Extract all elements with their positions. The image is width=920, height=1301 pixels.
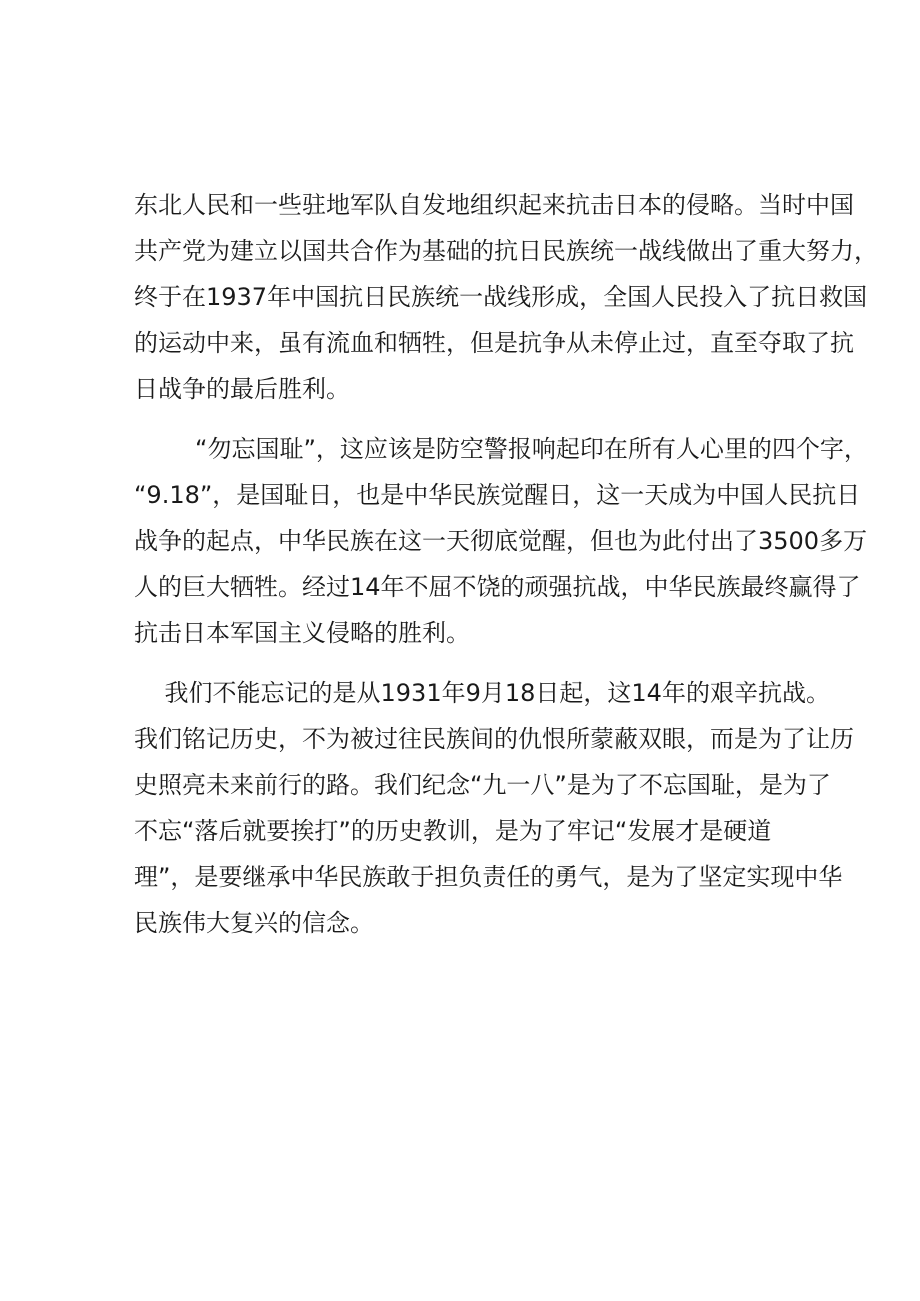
text-line: 理”，是要继承中华民族敢于担负责任的勇气，是为了坚定实现中华 [134,863,843,891]
text-line: 民族伟大复兴的信念。 [134,909,374,937]
paragraph-3 [134,670,854,946]
text-line: 东北人民和一些驻地军队自发地组织起来抗击日本的侵略。当时中国 [134,191,854,219]
text-line: 我们不能忘记的是从1931年9月18日起，这14年的艰辛抗战。 [134,679,830,707]
text-line: 的运动中来，虽有流血和牺牲，但是抗争从未停止过，直至夺取了抗 [134,329,854,357]
text-line: 日战争的最后胜利。 [134,375,350,403]
text-line: 共产党为建立以国共合作为基础的抗日民族统一战线做出了重大努力， [134,237,878,265]
text-line: 抗击日本军国主义侵略的胜利。 [134,619,470,647]
text-line: 终于在1937年中国抗日民族统一战线形成，全国人民投入了抗日救国 [134,283,868,311]
text-line: “9.18”，是国耻日，也是中华民族觉醒日，这一天成为中国人民抗日 [134,481,861,509]
text-line: 人的巨大牺牲。经过14年不屈不饶的顽强抗战，中华民族最终赢得了 [134,573,861,601]
text-line: “勿忘国耻”，这应该是防空警报响起印在所有人心里的四个字， [134,435,868,463]
text-line: 我们铭记历史，不为被过往民族间的仇恨所蒙蔽双眼，而是为了让历 [134,725,854,753]
paragraph-2 [134,426,868,656]
paragraph-1 [134,182,878,412]
text-line: 不忘“落后就要挨打”的历史教训，是为了牢记“发展才是硬道 [134,817,772,845]
text-line: 战争的起点，中华民族在这一天彻底觉醒，但也为此付出了3500多万 [134,527,868,555]
body-text [134,182,878,946]
text-line: 史照亮未来前行的路。我们纪念“九一八”是为了不忘国耻，是为了 [134,771,831,799]
